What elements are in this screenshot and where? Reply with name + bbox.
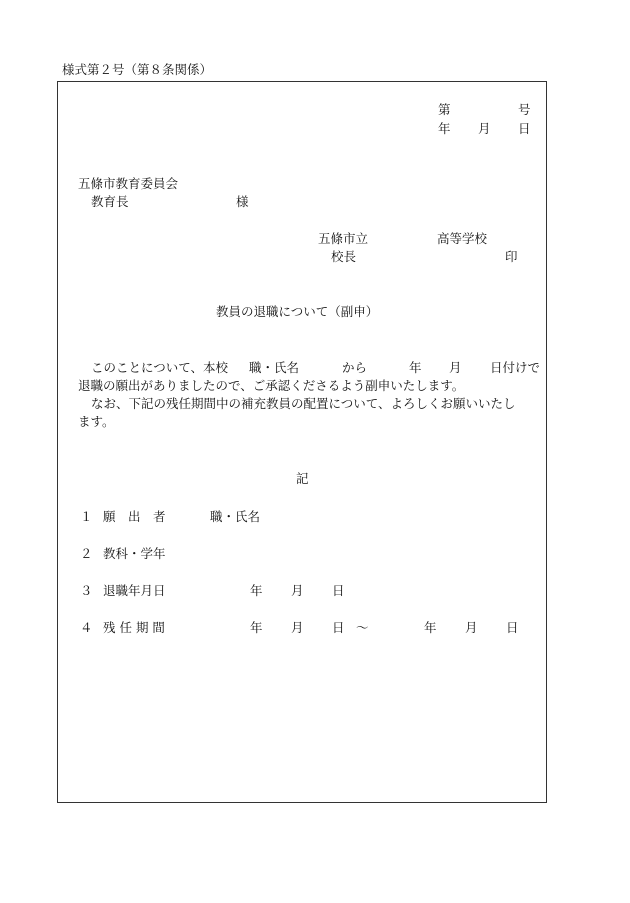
item-number: ２ <box>80 546 93 561</box>
sender-city: 五條市立 <box>318 231 369 246</box>
item-date-part: 日 <box>332 583 345 598</box>
body-text: 日付けで <box>490 360 541 375</box>
item-date-part: 月 <box>291 620 304 635</box>
item-date-part: 日 <box>506 620 519 635</box>
subject-title: 教員の退職について（副申） <box>216 304 379 319</box>
item-date-part: 年 <box>250 620 263 635</box>
item-date-part: 年 <box>424 620 437 635</box>
recipient-honorific: 様 <box>236 194 249 209</box>
item-label-retire-date: 退職年月日 <box>103 583 166 598</box>
body-text: なお、下記の残任期間中の補充教員の配置について、よろしくお願いいたし <box>91 396 516 411</box>
body-text: から <box>342 360 368 375</box>
form-number-label: 様式第２号（第８条関係） <box>62 62 213 77</box>
ki-heading: 記 <box>296 471 309 486</box>
body-text: このことについて、本校 <box>91 360 229 375</box>
recipient-org: 五條市教育委員会 <box>78 176 179 191</box>
doc-number-go: 号 <box>518 102 531 117</box>
date-year: 年 <box>438 121 451 136</box>
date-month: 月 <box>478 121 491 136</box>
item-date-part: 月 <box>291 583 304 598</box>
item-date-part: 月 <box>465 620 478 635</box>
sender-school-suffix: 高等学校 <box>437 231 488 246</box>
item-number: ４ <box>80 620 93 635</box>
seal-mark: 印 <box>505 249 518 264</box>
body-text: 年 <box>409 360 422 375</box>
item-value: 職・氏名 <box>210 509 261 524</box>
item-number: １ <box>80 509 93 524</box>
item-label-remaining-term: 残 任 期 間 <box>103 620 165 635</box>
item-date-part: 年 <box>250 583 263 598</box>
recipient-title: 教育長 <box>91 194 129 209</box>
body-text: 退職の願出がありましたので、ご承認くださるよう副申いたします。 <box>78 378 465 393</box>
item-tilde: ～ <box>356 620 369 635</box>
sender-title: 校長 <box>331 249 357 264</box>
date-day: 日 <box>518 121 531 136</box>
body-text: 職・氏名 <box>249 360 300 375</box>
body-text: ます。 <box>78 414 115 429</box>
item-date-part: 日 <box>332 620 345 635</box>
body-text: 月 <box>449 360 462 375</box>
item-label-applicant: 願 出 者 <box>103 509 166 524</box>
item-number: ３ <box>80 583 93 598</box>
doc-number-dai: 第 <box>438 102 451 117</box>
item-label-subject-grade: 教科・学年 <box>103 546 166 561</box>
